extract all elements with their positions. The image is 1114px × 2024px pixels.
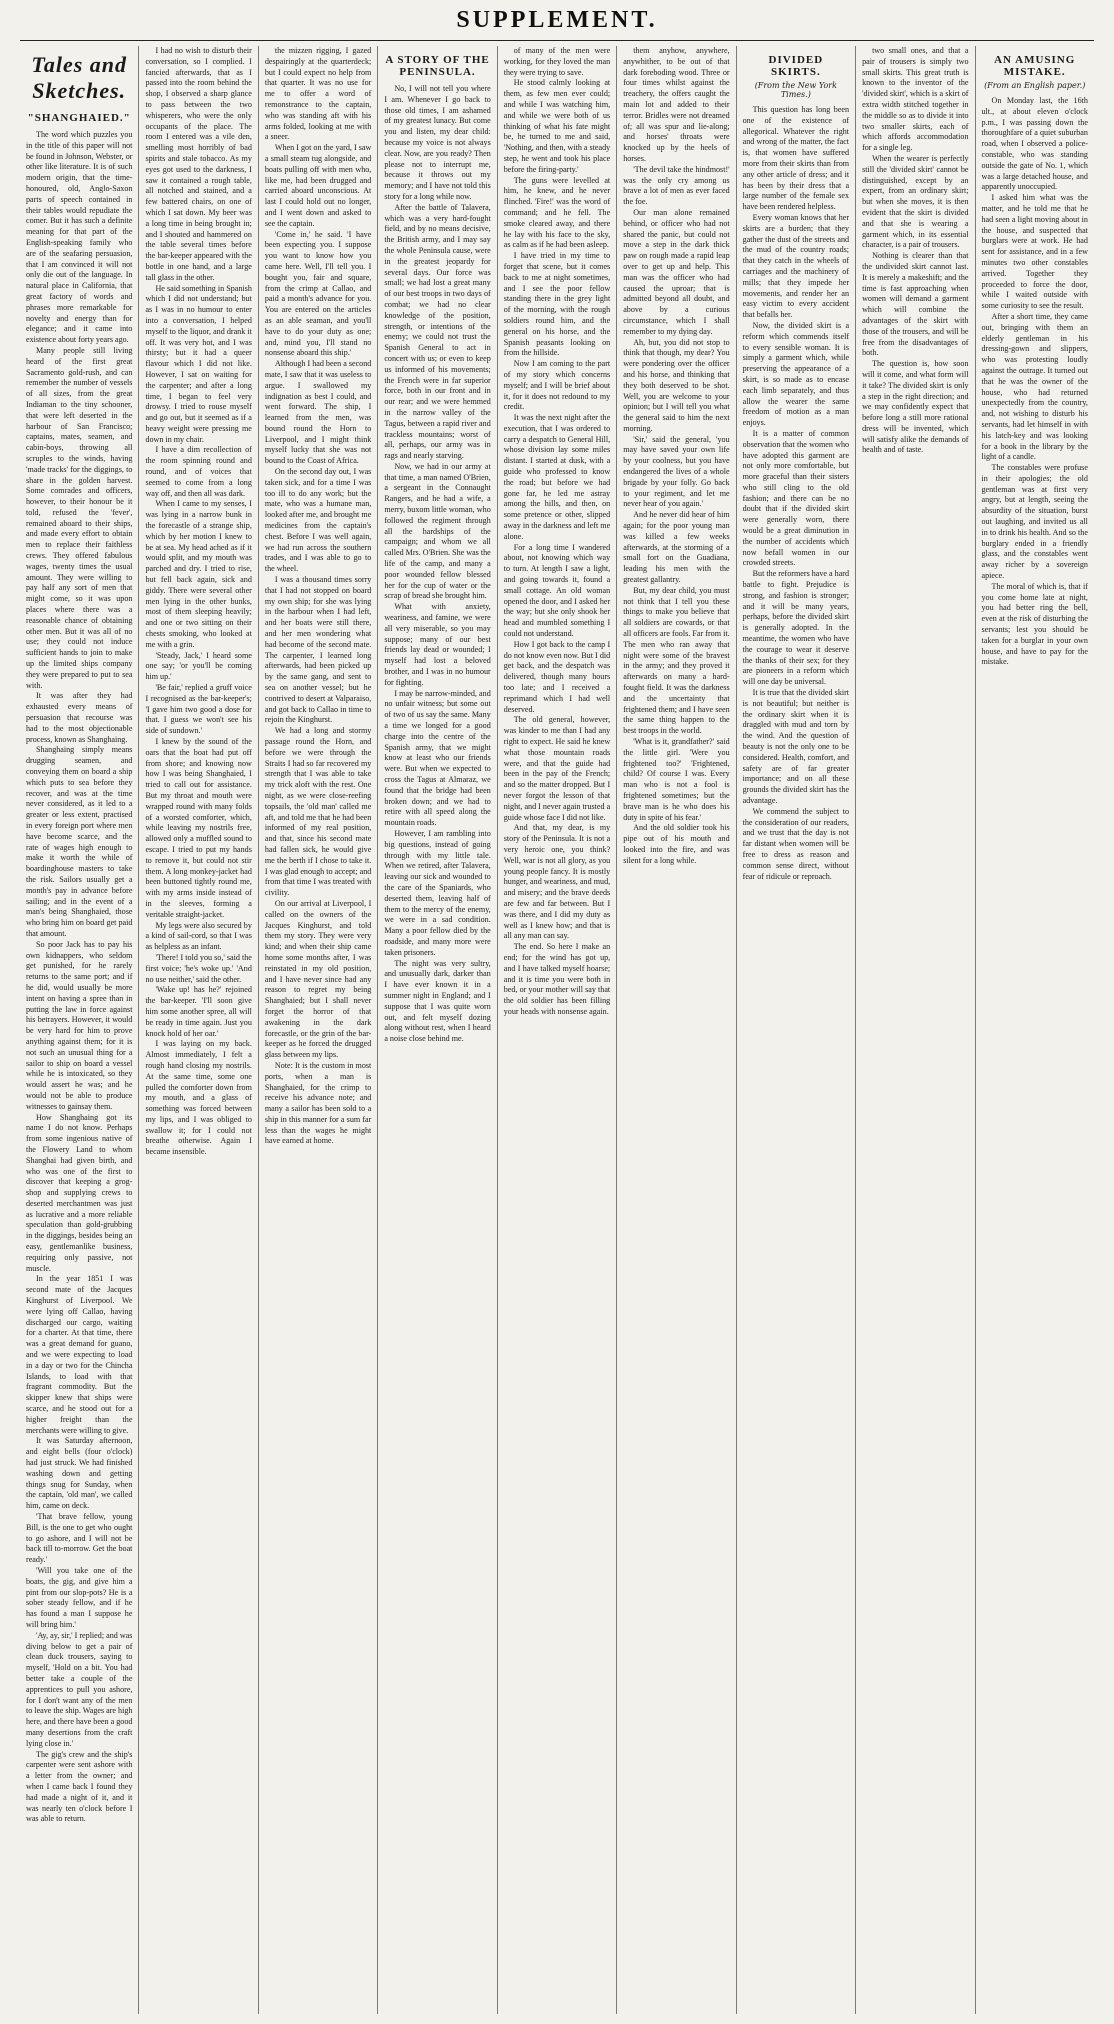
paragraph: 'Wake up! has he?' rejoined the bar-keeper. 'I'll soon give him some another spree, all will be ready in time again. Just you knock hold of her oar.' [145, 985, 252, 1038]
paragraph: the mizzen rigging, I gazed despairingly at the quarterdeck; but I could expect no help from that quarter. It was no use for me to offer a word of remonstrance to the captain, who was standing aft with his arms folded, looking at me with a sneer. [264, 46, 372, 142]
column-7 [737, 46, 856, 2014]
paragraph: And he never did hear of him again; for the poor young man was killed a few weeks afterwards, at the storming of a small fort on the Guadiana, leading his men with the greatest gallantry. [623, 510, 730, 585]
story-subtitle: (From an English paper.) [984, 81, 1086, 90]
paragraph: Now I am coming to the part of my story which concerns myself; and I will be brief about it, for it does not redound to my credit. [503, 359, 611, 412]
paragraph: The question is, how soon will it come, and what form will it take? The divided skirt is only a step in the right direction; and we may confidently expect that before long a still more rational dress will be invented, which will satisfy alike the demands of health and of taste. [862, 359, 969, 455]
paragraph: I was laying on my back. Almost immediately, I felt a rough hand closing my nostrils. At the same time, some one pulled the comforter down from my mouth, and a glass of something was forced between my lips, and I was obliged to swallow it; for I could not breathe otherwise. Again I became insensible. [145, 1039, 252, 1157]
paragraph: But the reformers have a hard battle to fight. Prejudice is strong, and fashion is stronger; and it will be many years, perhaps, before the divided skirt is generally adopted. In the meantime, the women who have the courage to wear it deserve the thanks of their sex; for they are pioneers in a reform which will one day be universal. [742, 569, 850, 687]
paragraph: I may be narrow-minded, and no unfair witness; but some out of two of us say the same. Many a time we longed for a good charge into the centre of the Spanish army, that we might know at least who our friends were. But when we expected to cross the Tagus at Almaraz, we found that the bridge had been broken down; and we had to retire with all speed along the mountain roads. [384, 688, 491, 828]
paragraph: The moral of which is, that if you come home late at night, you had better ring the bell, even at the risk of disturbing the servants; lest you should be taken for a burglar in your own house, and have to pay for the mistake. [981, 581, 1088, 667]
paragraph: No, I will not tell you where I am. Whenever I go back to those old times, I am ashamed of my greatest lunacy. But come you and listen, my dear child: because my voice is not always clear. Now, are you ready? Then please not to interrupt me, because it throws out my memory; and I have not told this story for a long while now. [384, 84, 491, 201]
column-5 [498, 46, 617, 2014]
paragraph: And that, my dear, is my story of the Peninsula. It is not a very heroic one, you think? Well, war is not all glory, as you young people fancy. It is mostly hunger, and weariness, and mud, and misery; and the brave deeds are few and far between. But I was there, and I did my duty as well as I knew how; and that is all any man can say. [503, 823, 611, 941]
paragraph: Although I had been a second mate, I saw that it was useless to argue. I swallowed my indignation as best I could, and went forward. The ship, I learned from the men, was bound round the Horn to Liverpool, and I might think myself lucky that she was not bound to the Coast of Africa. [264, 359, 372, 466]
paragraph: Now, the divided skirt is a reform which commends itself to every sensible woman. It is simply a garment which, while preserving the appearance of a skirt, is so made as to encase each limb separately, and thus allow the wearer the same freedom of motion as a man enjoys. [742, 320, 850, 428]
column-6 [617, 46, 736, 2014]
paragraph: But, my dear child, you must not think that I tell you these things to make you believe that all soldiers are cowards, or that all officers are fools. Far from it. The men who ran away that night were some of the bravest in the army; and they proved it afterwards on many a hard-fought field. It was the darkness and the uncertainty that frightened them; and I have seen the same thing happen to the best troops in the world. [623, 585, 730, 736]
column-8 [856, 46, 975, 2014]
paragraph: So poor Jack has to pay his own kidnappers, who seldom get punished, for he rarely returns to the same port; and if he did, would usually be more intent on having a spree than in putting the law in force against his betrayers. However, it would be very hard for him to prove anything against them; for it is not such an unusual thing for a sailor to ship on board a vessel while he is intoxicated, so they would assert he was; and he would not be able to produce witnesses to gainsay them. [26, 939, 133, 1111]
paragraph: This question has long been one of the existence of allegorical. Whatever the right and wrong of the matter, the fact is, that women have suffered more from their skirts than from any other article of dress; and it has been by their dress that a large number of the female sex have been rendered helpless. [742, 105, 850, 212]
paragraph: The night was very sultry, and unusually dark, darker than I have ever known it in a summer night in England; and I suppose that I was quite worn out, and felt myself dozing along without rest, when I heard a noise close behind me. [384, 958, 491, 1044]
paragraph: 'What is it, grandfather?' said the little girl. 'Were you frightened too?' 'Frightened, child? Of course I was. Every man who is not a fool is frightened sometimes; but the brave man is he who does his duty in spite of his fear.' [623, 737, 730, 822]
paragraph: The word which puzzles you in the title of this paper will not be found in Johnson, Webster, or other like literature. It is of such modern origin, that the time-honoured, old, Anglo-Saxon parts of speech contained in their tables would repudiate the comer. But it has such a definite meaning for that part of the English-speaking family who are of the seafaring persuasion, that I am convinced it will not only die out of the language. In natural place in California, that great factory of words and phrases more remarkable for novelty and energy than for elegance; and it came into existence about forty years ago. [26, 130, 133, 345]
paragraph: It was the next night after the execution, that I was ordered to carry a despatch to General Hill, whose division lay some miles distant. I started at dusk, with a guide who professed to know the road; but before we had gone far, he led me astray among the hills, and then, on some pretence or other, slipped away in the darkness and left me alone. [503, 413, 611, 541]
paragraph: How I got back to the camp I do not know even now. But I did get back, and the despatch was delivered, though many hours too late; and I received a reprimand which I had well deserved. [503, 639, 611, 714]
paragraph: 'The devil take the hindmost!' was the only cry among us brave a lot of men as ever faced the foe. [623, 164, 730, 207]
paragraph: Now, we had in our army at that time, a man named O'Brien, a sergeant in the Connaught Rangers, and he had a wife, a merry, buxom little woman, who followed the regiment through all the hardships of the campaign; and whom we all called Mrs. O'Brien. She was the life of the camp, and many a poor wounded fellow blessed her for the cup of water or the scrap of bread she brought him. [384, 461, 491, 601]
paragraph: Note: It is the custom in most ports, when a man is Shanghaied, for the crimp to receive his advance note; and many a sailor has been sold to a ship in this manner for a sum far less than the wages he might have earned at home. [264, 1060, 372, 1146]
masthead-rule [20, 40, 1094, 41]
paragraph: On our arrival at Liverpool, I called on the owners of the Jacques Kinghurst, and told them my story. They were very kind; and when their ship came home some months after, I was reinstated in my old position, and I have never since had any reason to regret my being Shanghaied; but I shall never forget the horror of that awakening in the dark forecastle, or the grin of the bar-keeper as he forced the drugged glass between my lips. [264, 898, 372, 1060]
section-header: Tales and Sketches. [31, 52, 128, 103]
story-title: AN AMUSING MISTAKE. [994, 54, 1076, 78]
paragraph: We had a long and stormy passage round the Horn, and before we were through the Straits I had so far recovered my strength that I was able to take my trick aloft with the rest. One night, as we were close-reefing topsails, the 'old man' called me aft, and told me that he had been informed of my real position, and that, since his second mate had fallen sick, he would give me the berth if I chose to take it. I was glad enough to accept; and from that time I was treated with civility. [264, 726, 372, 898]
column-1 [20, 46, 139, 2014]
paragraph: When I came to my senses, I was lying in a narrow bunk in the forecastle of a strange ship, which by her motion I knew to be at sea. My head ached as if it would split, and my mouth was parched and dry. I tried to rise, but fell back again, sick and giddy. There were several other men lying in the other bunks, most of them sleeping heavily; and one or two sitting on their chests smoking, who looked at me with a grin. [145, 499, 252, 649]
paragraph: 'Ay, ay, sir,' I replied; and was diving below to get a pair of clean duck trousers, saying to myself, 'Hold on a bit. You had better take a couple of the apprentices to pull you ashore, for I don't want any of the men to leave the ship. Wages are high here, and there have been a good many desertions from the craft lying close in.' [26, 1630, 133, 1748]
column-9 [976, 46, 1094, 2014]
paragraph: of many of the men were working, for they loved the man they were trying to save. [503, 46, 611, 77]
column-4 [378, 46, 497, 2014]
paragraph: I had no wish to disturb their conversation, so I complied. I fancied afterwards, that as I passed into the room behind the shop, I observed a sharp glance to pass between the two whisperers, who were the only occupants of the place. The room I entered was a vile den, smelling most horribly of bad spirits and stale tobacco. As my eyes got used to the darkness, I saw it contained a rough table, all notched and stained, and a few battered chairs, on one of which I sat down. My beer was a long time in being brought in; and I shouted and hammered on the table several times before the bar-keeper appeared with the bottle in one hand, and a large tall glass in the other. [145, 46, 252, 282]
paragraph: In the year 1851 I was second mate of the Jacques Kinghurst of Liverpool. We were lying off Callao, having discharged our cargo, waiting for a charter. At that time, there was a great demand for guano, and we were expecting to load in a day or two for the Chincha Islands, to load with that fragrant commodity. But the skipper knew that ships were scarce, and he stood out for a higher freight than the merchants were willing to give. [26, 1274, 133, 1435]
paragraph: I was a thousand times sorry that I had not stopped on board my own ship; for she was lying in the harbour when I had left, and her boats were still there, and her men wondering what had become of the second mate. The carpenter, I learned long afterwards, had been picked up by the same gang, and sent to sea on another vessel; but he contrived to desert at Valparaiso, and got back to Callao in time to rejoin the Kinghurst. [264, 575, 372, 725]
paragraph: For a long time I wandered about, not knowing which way to turn. At length I saw a light, and going towards it, found a small cottage. An old woman opened the door, and I asked her the way; but she only shook her head and mumbled something I could not understand. [503, 542, 611, 639]
column-2 [139, 46, 258, 2014]
paragraph: It is a matter of common observation that the women who have adopted this garment are not only more comfortable, but more graceful than their sisters who still cling to the old fashion; and there can be no doubt that if the divided skirt were generally worn, there would be a great diminution in the number of accidents which now befall women in our crowded streets. [742, 428, 850, 568]
paragraph: The end. So here I make an end; for the wind has got up, and I have talked myself hoarse; and it is time you were both in bed, or your mother will say that the old soldier has been filling your heads with nonsense again. [503, 942, 611, 1016]
masthead-title: SUPPLEMENT. [456, 6, 658, 33]
paragraph: The constables were profuse in their apologies; the old gentleman was at first very angry, but at length, seeing the absurdity of the situation, burst out laughing, and invited us all in to drink his health. And so the burglary ended in a friendly glass, and the constables went away richer by a sovereign apiece. [981, 463, 1088, 581]
paragraph: He said something in Spanish which I did not understand; but as I was in no humour to enter into a conversation, I helped myself to the liquor, and drank it off. It was very hot, and I was thirsty; but it had a queer flavour which I did not like. However, I sat on waiting for the carpenter; and after a long time, I began to feel very drowsy. I tried to rouse myself and go out, but it seemed as if a heavy weight were pressing me down in my chair. [145, 283, 252, 444]
paragraph: It is true that the divided skirt is not beautiful; but neither is the ordinary skirt when it is draggled with mud and torn by the wind. And the question of beauty is not the only one to be considered. Health, comfort, and safety are of far greater importance; and on all these grounds the divided skirt has the advantage. [742, 688, 850, 805]
column-3 [259, 46, 378, 2014]
paragraph: Every woman knows that her skirts are a burden; that they gather the dust of the streets and the mud of the country roads; that they catch in the wheels of carriages and the machinery of mills; that they impede her movements, and render her an easy victim to every accident that befalls her. [742, 212, 850, 320]
paragraph: two small ones, and that a pair of trousers is simply two small skirts. This great truth is known to the inventor of the 'divided skirt', which is a skirt of extra width stitched together in the middle so as to divide it into two smaller skirts, each of which affords accommodation for a single leg. [862, 46, 969, 153]
paragraph: I have tried in my time to forget that scene, but it comes back to me at night sometimes, and I see the poor fellow standing there in the grey light of the morning, with the rough soldiers round him, and the general on his horse, and the Spanish peasants looking on from the hillside. [503, 251, 611, 358]
paragraph: Ah, but, you did not stop to think that though, my dear? You were pondering over the officer and his horse, and thinking that they both deserved to be shot. Well, you are welcome to your opinion; but I will tell you what the general said to him the next morning. [623, 337, 730, 433]
paragraph: On the second day out, I was taken sick, and for a time I was too ill to do any work; but the mate, who was a humane man, looked after me, and brought me medicines from the captain's chest. Before I was well again, we had run across the southern trades, and I was able to go to the wheel. [264, 467, 372, 574]
paragraph: Our man alone remained behind, or officer who had not shared the panic, but could not move a step in the dark thick paw on rough made a rapid leap over to get up and help. This man was the officer who had caused the uproar; that is admitted beyond all doubt, and above by a curious circumstance, which I shall remember to my dying day. [623, 207, 730, 336]
paragraph: However, I am rambling into big questions, instead of going through with my little tale. When we retired, after Talavera, leaving our sick and wounded to the care of the Spaniards, who deserted them, leaving half of them to the mercy of the enemy, we were in a sad condition. Many a poor fellow died by the roadside, and many more were taken prisoners. [384, 828, 491, 957]
paragraph: 'That brave fellow, young Bill, is the one to get who ought to go ashore, and I will not be back till to-morrow. Get the boat ready.' [26, 1512, 133, 1565]
paragraph: I knew by the sound of the oars that the boat had put off from shore; and knowing now how I was being Shanghaied, I tried to call out for assistance. But my throat and mouth were wrapped round with many folds of a worsted comforter, which, while leaving my nostrils free, allowed only a muffled sound to escape. I tried to put my hands to remove it, but could not stir them. A long monkey-jacket had been buttoned tightly round me, with my arms inside instead of in the sleeves, forming a veritable straight-jacket. [145, 737, 252, 919]
paragraph: I have a dim recollection of the room spinning round and round, and of voices that seemed to come from a long way off, and then all was dark. [145, 445, 252, 498]
paragraph: Shanghaing simply means drugging seamen, and conveying them on board a ship which puts to sea before they recover, and was at the time never considered, as it led to a greater or less extent, practised in every foreign port where men have become scarce, and the rate of wages high enough to make it worth the while of boardinghouse masters to take the risk. Sailors usually get a month's pay in advance before sailing; and in the event of a man's being Shanghaied, those who bring him on board get paid that amount. [26, 745, 133, 938]
story-title: A STORY OF THE PENINSULA. [385, 54, 490, 78]
paragraph: When the wearer is perfectly still the 'divided skirt' cannot be distinguished, except by an expert, from an ordinary skirt; but when she moves, it is then evident that the skirt is divided and that she is wearing a garment which, in its essential character, is a pair of trousers. [862, 153, 969, 250]
paragraph: 'Steady, Jack,' I heard some one say; 'or you'll be coming him up.' [145, 650, 252, 682]
paragraph: It was Saturday afternoon, and eight bells (four o'clock) had just struck. We had finished washing down and getting things snug for Sunday, when the captain, 'old man', we called him, came on deck. [26, 1436, 133, 1511]
paragraph: Nothing is clearer than that the undivided skirt cannot last. It is merely a makeshift; and the time is fast approaching when women will demand a garment which will combine the advantages of the skirt with those of the trousers, and will be free from the disadvantages of both. [862, 251, 969, 358]
paragraph: 'Come in,' he said. 'I have been expecting you. I suppose you want to know how you came here. Well, I'll tell you. I bought you, fair and square, from the crimp at Callao, and paid a month's advance for you. You are entered on the articles as an able seaman, and you'll have to do your duty as one; and, mind you, I'll stand no nonsense aboard this ship.' [264, 229, 372, 358]
paragraph: The old general, however, was kinder to me than I had any right to expect. He said he knew what those mountain roads were, and that the guide had been in the pay of the French; and so the matter dropped. But I never forgot the lesson of that night, and I never again trusted a guide whose face I did not like. [503, 715, 611, 822]
paragraph: Many people still living heard of the first great Sacramento gold-rush, and can remember the number of vessels of all sizes, from the great Indiaman to the tiny schooner, that were left deserted in the harbour of San Francisco; captains, mates, seamen, and cabin-boys, throwing all scruples to the winds, having 'made tracks' for the diggings, to share in the golden harvest. Some comrades and officers, however, to their honour be it told, refused the 'fever', remained aboard to their ships, and made every effort to obtain men to replace their faithless crews. They offered fabulous wages, twenty times the usual amount. They were willing to pay half any sort of men that might come, so it was upon places where there was a reasonable chance of obtaining other men. But it was all of no use; they could not induce sufficient hands to join to make up the limited ships company they were prepared to put to sea with. [26, 345, 133, 690]
paragraph: 'Sir,' said the general, 'you may have saved your own life by your coolness, but you have endangered the lives of a whole brigade by your folly. Go back to your regiment, and let me never hear of you again.' [623, 434, 730, 509]
paragraph: I asked him what was the matter, and he told me that he had seen a light moving about in the house, and suspected that burglars were at work. He had sent for assistance, and in a few minutes two other constables arrived. Together they proceeded to force the door, while I waited outside with some curiosity to see the result. [981, 193, 1088, 311]
story-title: DIVIDED SKIRTS. [768, 54, 824, 78]
paragraph: We commend the subject to the consideration of our readers, and we trust that the day is not far distant when women will be free to dress as reason and common sense direct, without fear of ridicule or reproach. [742, 806, 850, 881]
paragraph: The gig's crew and the ship's carpenter were sent ashore with a letter from the owner; and when I came back I found they had made a night of it, and it was nearly ten o'clock before I was able to return. [26, 1749, 133, 1824]
paragraph: them anyhow, anywhere, anywhither, to be out of that dark foreboding wood. Three or four times whilst against the treachery, the offers caught the main lot and added to their terror. Bridles were not dreamed of; all was spur and lie-along; and horses' throats were knocked up by the heels of horses. [623, 46, 730, 163]
story-subtitle: (From the New York Times.) [754, 81, 837, 99]
paragraph: He stood calmly looking at them, as few men ever could; and while I was watching him, and while we were both of us thinking of what his fate might be, he turned to me and said, 'Nothing, and then, with a steady step, he went and took his place before the firing-party.' [503, 78, 611, 174]
paragraph: How Shanghaing got its name I do not know. Perhaps from some ingenious native of the Flowery Land to whom Shanghai had given birth, and who was one of the first to discover that keeping a grog-shop and supplying crews to deserted merchantmen was just as lucrative and a more reliable speculation than gold-grubbing in the diggings, besides being an easy, gentlemanlike business, requiring only passive, not muscle. [26, 1112, 133, 1273]
paragraph: 'Will you take one of the boats, the gig, and give him a pint from our slop-pots? He is a sober steady fellow, and if he has found a man I suppose he will bring him.' [26, 1565, 133, 1629]
paragraph: My legs were also secured by a kind of sail-cord, so that I was as helpless as an infant. [145, 920, 252, 952]
paragraph: What with anxiety, weariness, and famine, we were all very miserable, so you may suppose; many of our best friends lay dead or wounded; I myself had lost a beloved brother, and I was in no humour for fighting. [384, 602, 491, 687]
paragraph: 'Be fair,' replied a gruff voice I recognised as the bar-keeper's; 'I gave him two good a dose for that. I guess we won't see his side of sundown.' [145, 683, 252, 736]
columns [20, 46, 1094, 2014]
paragraph: When I got on the yard, I saw a small steam tug alongside, and boats pulling off with men who, like me, had been drugged and carried aboard unconscious. At last I could hold out no longer, and I went down and asked to see the captain. [264, 143, 372, 228]
paragraph: On Monday last, the 16th ult., at about eleven o'clock p.m., I was passing down the thoroughfare of a quiet suburban road, when I observed a police-constable, who was standing outside the gate of No. 1, which was a large detached house, and apparently unoccupied. [981, 96, 1088, 192]
paragraph: After the battle of Talavera, which was a very hard-fought field, and by no means decisive, the British army, and I may say the whole Peninsula cause, were in the greatest jeopardy for several days. Our force was small; we had lost a great many of our best troops in two days of combat; we had no clear knowledge of the position, strength, or intentions of the enemy; we could not trust the Spanish General to act in concert with us; or even to keep us informed of his movements; the French were in far superior force, both in our front and in our rear; and we were hemmed in the narrow valley of the Tagus, between a rapid river and trackless mountains; worst of all, perhaps, our army was in rags and nearly starving. [384, 202, 491, 461]
paragraph: The guns were levelled at him, he knew, and he never flinched. 'Fire!' was the word of command; and he fell. The smoke cleared away, and there he lay with his face to the sky, as calm as if he had been asleep. [503, 175, 611, 250]
story-title: "SHANGHAIED." [27, 112, 131, 124]
masthead [20, 0, 1094, 40]
paragraph: And the old soldier took his pipe out of his mouth and looked into the fire, and was silent for a long while. [623, 823, 730, 865]
paragraph: 'There! I told you so,' said the first voice; 'he's woke up.' 'And no use neither,' said the other. [145, 952, 252, 984]
paragraph: It was after they had exhausted every means of persuasion that recourse was had to the most objectionable process, known as Shanghaing. [26, 691, 133, 744]
paragraph: After a short time, they came out, bringing with them an elderly gentleman in his dressing-gown and slippers, who was protesting loudly against the outrage. It turned out that he was the owner of the house, who had returned unexpectedly from the country, and, not wishing to disturb his servants, had let himself in with his latch-key and was looking for a book in the library by the light of a candle. [981, 311, 1088, 462]
